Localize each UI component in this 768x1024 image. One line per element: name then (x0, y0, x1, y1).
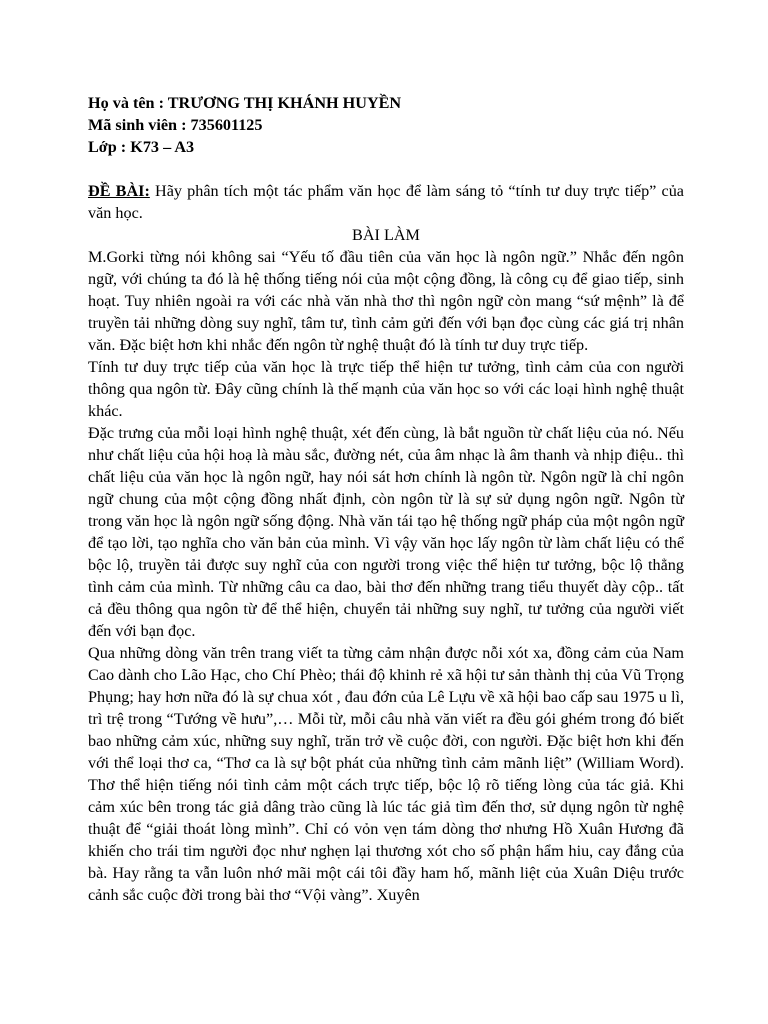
essay-paragraph: Đặc trưng của mỗi loại hình nghệ thuật, xét đến cùng, là bắt nguồn từ chất liệu của nó. Nếu như chất liệu của hội hoạ là màu sắc, đường nét, của âm nhạc là âm thanh và nhịp điệu.. thì chất liệu của văn học là ngôn ngữ, hay nói sát hơn chính là ngôn từ. Ngôn ngữ là chỉ ngôn ngữ chung của một cộng đồng nhất định, còn ngôn từ là sự sử dụng ngôn ngữ. Ngôn từ trong văn học là ngôn ngữ sống động. Nhà văn tái tạo hệ thống ngữ pháp của một ngôn ngữ để tạo lời, tạo nghĩa cho văn bản của mình. Vì vậy văn học lấy ngôn từ làm chất liệu có thể bộc lộ, truyền tải được suy nghĩ của con người trong việc thể hiện tư tưởng, bộc lộ thẳng tình cảm của mình. Từ những câu ca dao, bài thơ đến những trang tiểu thuyết dày cộp.. tất cả đều thông qua ngôn từ để thể hiện, chuyển tải những suy nghĩ, tư tưởng của người viết đến với bạn đọc. (88, 424, 684, 640)
essay-paragraph: Tính tư duy trực tiếp của văn học là trực tiếp thể hiện tư tưởng, tình cảm của con người thông qua ngôn từ. Đây cũng chính là thế mạnh của văn học so với các loại hình nghệ thuật khác. (88, 358, 684, 420)
essay-title: BÀI LÀM (352, 226, 420, 244)
assignment-topic (88, 180, 684, 224)
student-class: Lớp : K73 – A3 (88, 138, 195, 156)
student-id: Mã sinh viên : 735601125 (88, 116, 263, 134)
essay-paragraph: M.Gorki từng nói không sai “Yếu tố đầu tiên của văn học là ngôn ngữ.” Nhắc đến ngôn ngữ, với chúng ta đó là hệ thống tiếng nói của một cộng đồng, là công cụ để giao tiếp, sinh hoạt. Tuy nhiên ngoài ra với các nhà văn nhà thơ thì ngôn ngữ còn mang “sứ mệnh” là để truyền tải những dòng suy nghĩ, tâm tư, tình cảm gửi đến với bạn đọc cùng các giá trị nhân văn. Đặc biệt hơn khi nhắc đến ngôn từ nghệ thuật đó là tính tư duy trực tiếp. (88, 248, 684, 354)
document-page (88, 92, 684, 906)
essay-paragraph: Qua những dòng văn trên trang viết ta từng cảm nhận được nỗi xót xa, đồng cảm của Nam Cao dành cho Lão Hạc, cho Chí Phèo; thái độ khinh rẻ xã hội tư sản thành thị của Vũ Trọng Phụng; hay hơn nữa đó là sự chua xót , đau đớn của Lê Lựu về xã hội bao cấp sau 1975 u lì, trì trệ trong “Tướng về hưu”,… Mỗi từ, mỗi câu nhà văn viết ra đều gói ghém trong đó biết bao những cảm xúc, những suy nghĩ, trăn trở về cuộc đời, con người. Đặc biệt hơn khi đến với thể loại thơ ca, “Thơ ca là sự bột phát của những tình cảm mãnh liệt” (William Word). Thơ thể hiện tiếng nói tình cảm một cách trực tiếp, bộc lộ rõ tiếng lòng của tác giả. Khi cảm xúc bên trong tác giả dâng trào cũng là lúc tác giả tìm đến thơ, sử dụng ngôn từ nghệ thuật để “giải thoát lòng mình”. Chỉ có vỏn vẹn tám dòng thơ nhưng Hồ Xuân Hương đã khiến cho trái tim người đọc như nghẹn lại thương xót cho số phận hẩm hiu, cay đắng của bà. Hay rằng ta vẫn luôn nhớ mãi một cái tôi đầy ham hố, mãnh liệt của Xuân Diệu trước cảnh sắc cuộc đời trong bài thơ “Vội vàng”. Xuyên (88, 644, 684, 904)
header-spacer (88, 158, 684, 180)
assignment-text: Hãy phân tích một tác phẩm văn học để làm sáng tỏ “tính tư duy trực tiếp” của văn học. (88, 182, 684, 222)
student-name: Họ và tên : TRƯƠNG THỊ KHÁNH HUYỀN (88, 94, 402, 112)
assignment-label: ĐỀ BÀI: (88, 182, 150, 200)
